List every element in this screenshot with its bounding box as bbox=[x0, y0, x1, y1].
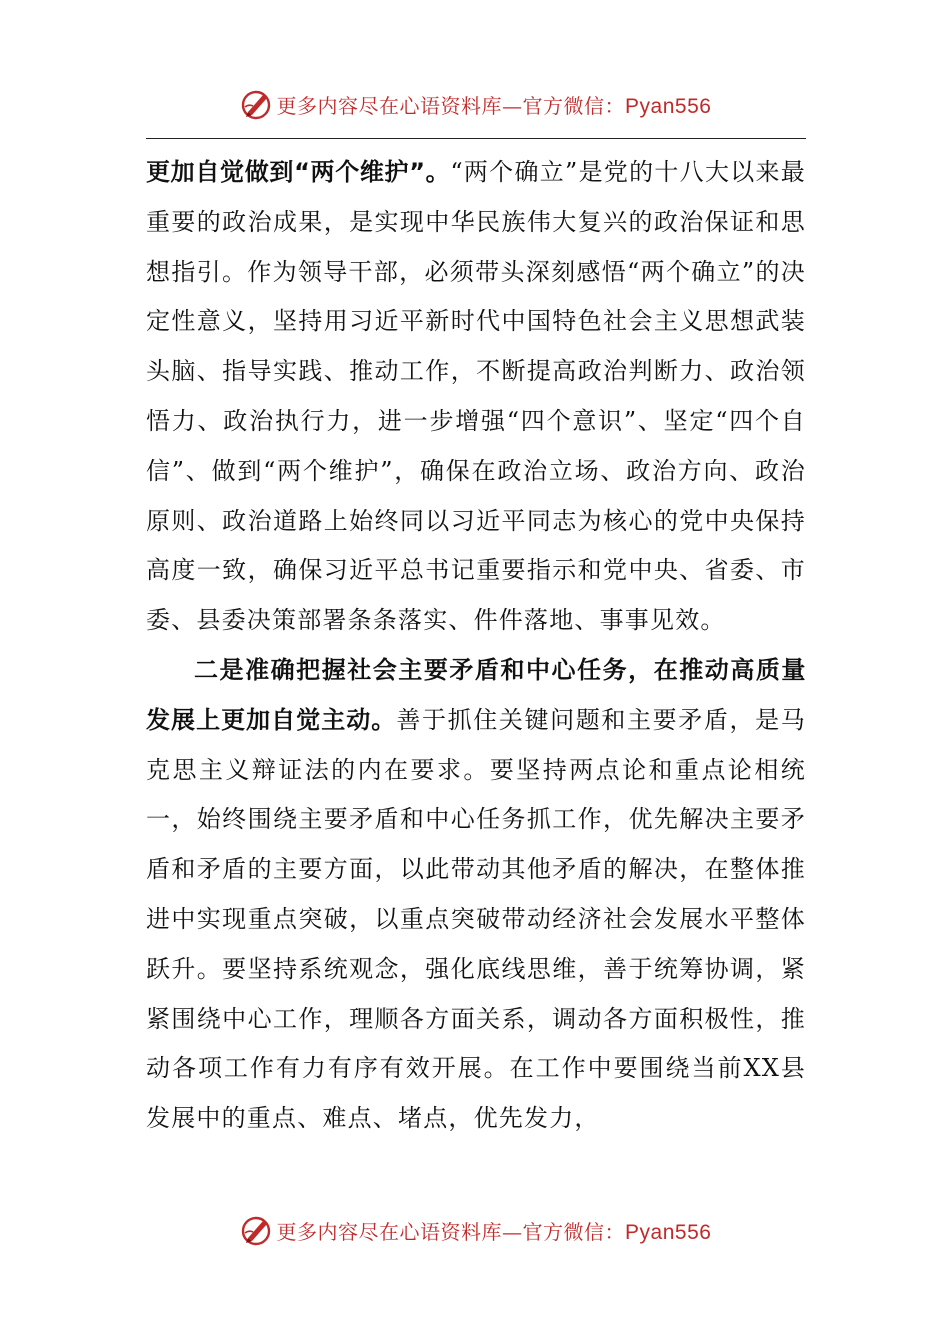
document-body bbox=[146, 148, 806, 1144]
paragraph-2-text: 善于抓住关键问题和主要矛盾，是马克思主义辩证法的内在要求。要坚持两点论和重点论相统一，始终围绕主要矛盾和中心任务抓工作，优先解决主要矛盾和矛盾的主要方面，以此带动其他矛盾的解决，在整体推进中实现重点突破，以重点突破带动经济社会发展水平整体跃升。要坚持系统观念，强化底线思维，善于统筹协调，紧紧围绕中心工作，理顺各方面关系，调动各方面积极性，推动各项工作有力有序有效开展。在工作中要围绕当前XX县发展中的重点、难点、堵点，优先发力， bbox=[146, 705, 807, 1133]
paragraph-1-bold-lead: 更加自觉做到“两个维护”。 bbox=[146, 158, 451, 186]
paragraph-2-bold-lead: 二是准确把握社会主要矛盾和中心任务，在推动高质量发展上更加自觉主动。 bbox=[146, 655, 806, 734]
pen-circle-logo-icon bbox=[239, 87, 273, 121]
paragraph-1 bbox=[146, 148, 806, 646]
pen-circle-logo-icon bbox=[239, 1213, 273, 1247]
paragraph-1-text: “两个确立”是党的十八大以来最重要的政治成果，是实现中华民族伟大复兴的政治保证和思想指引。作为领导干部，必须带头深刻感悟“两个确立”的决定性意义，坚持用习近平新时代中国特色社会主义思想武装头脑、指导实践、推动工作，不断提高政治判断力、政治领悟力、政治执行力，进一步增强“四个意识”、坚定“四个自信”、做到“两个维护”，确保在政治立场、政治方向、政治原则、政治道路上始终同以习近平同志为核心的党中央保持高度一致，确保习近平总书记重要指示和党中央、省委、市委、县委决策部署条条落实、件件落地、事事见效。 bbox=[146, 158, 806, 635]
footer-banner bbox=[0, 1210, 950, 1250]
footer-banner-label: 更多内容尽在心语资料库—官方微信： bbox=[276, 1219, 626, 1244]
footer-wechat-handle: Pyan556 bbox=[625, 1220, 712, 1244]
header-divider bbox=[146, 138, 806, 139]
banner-label: 更多内容尽在心语资料库—官方微信： bbox=[276, 93, 626, 118]
banner-text bbox=[277, 90, 712, 119]
footer-banner-text bbox=[277, 1216, 712, 1245]
header-banner bbox=[0, 84, 950, 124]
wechat-handle: Pyan556 bbox=[625, 94, 712, 118]
paragraph-2 bbox=[146, 646, 806, 1144]
